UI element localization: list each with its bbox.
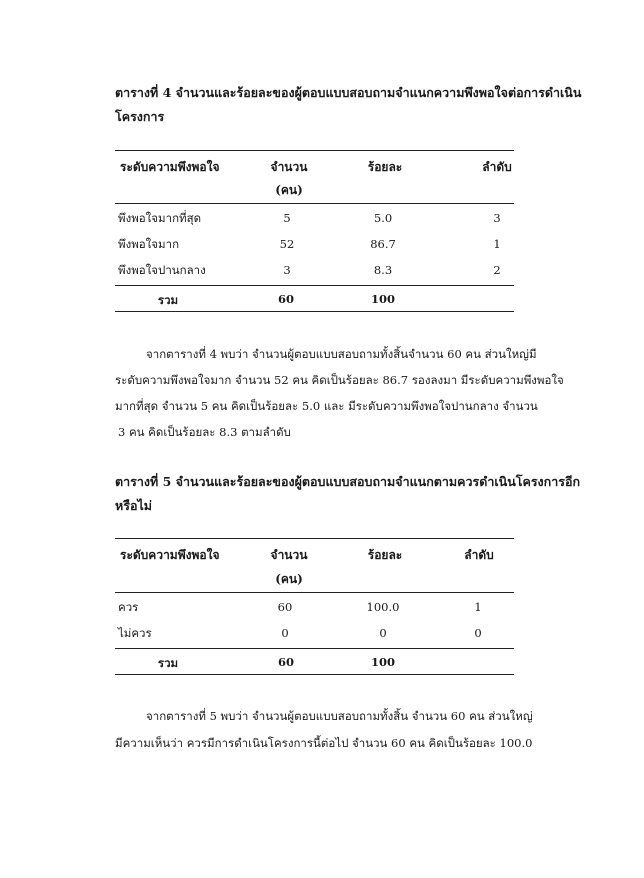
table5-total-rule [115, 648, 514, 649]
table4-row3-count: 3 [283, 263, 291, 277]
table5-total-label: รวม [157, 656, 179, 670]
table5-row2-count: 0 [281, 626, 289, 640]
table5-header-level: ระดับความพึงพอใจ [120, 548, 220, 562]
table4-header-rule [115, 203, 514, 204]
table4-row2-count: 52 [279, 237, 295, 251]
paragraph1-line4: 3 คน คิดเป็นร้อยละ 8.3 ตามลำดับ [118, 425, 291, 439]
paragraph1-line1: จากตารางที่ 4 พบว่า จำนวนผู้ตอบแบบสอบถามทั้งสิ้นจำนวน 60 คน ส่วนใหญ่มี [146, 347, 537, 361]
table4-row2-rank: 1 [493, 237, 501, 251]
table5-row1-rank: 1 [474, 600, 482, 614]
table4-row3-rank: 2 [493, 263, 501, 277]
table4-row3-percent: 8.3 [373, 263, 393, 277]
table5-header-rule [115, 592, 514, 593]
table4-caption-line1: ตารางที่ 4 จำนวนและร้อยละของผู้ตอบแบบสอบถามจำแนกความพึงพอใจต่อการดำเนิน [115, 85, 582, 100]
table4-header-count: จำนวน [270, 160, 308, 174]
table4-caption-line2: โครงการ [115, 109, 165, 124]
table4-row3-label: พึงพอใจปานกลาง [118, 263, 206, 277]
table5-header-rank: ลำดับ [464, 548, 494, 562]
paragraph1-line2: ระดับความพึงพอใจมาก จำนวน 52 คน คิดเป็นร้อยละ 86.7 รองลงมา มีระดับความพึงพอใจ [115, 373, 564, 387]
table5-caption-line1: ตารางที่ 5 จำนวนและร้อยละของผู้ตอบแบบสอบถามจำแนกตามควรดำเนินโครงการอีก [115, 474, 581, 489]
table5-row2-label: ไม่ควร [118, 626, 152, 640]
table4-row2-percent: 86.7 [370, 237, 396, 251]
table5-total-count: 60 [277, 655, 295, 669]
table4-total-percent: 100 [370, 292, 396, 306]
table4-header-count-unit: (คน) [275, 183, 303, 197]
table5-caption-line2: หรือไม่ [115, 498, 152, 513]
table5-row1-percent: 100.0 [366, 600, 400, 614]
table4-total-rule [115, 285, 514, 286]
table5-bottom-rule [115, 674, 514, 675]
table4-header-level: ระดับความพึงพอใจ [120, 160, 220, 174]
table5-total-percent: 100 [370, 655, 396, 669]
paragraph2-line2: มีความเห็นว่า ควรมีการดำเนินโครงการนี้ต่อไป จำนวน 60 คน คิดเป็นร้อยละ 100.0 [115, 736, 533, 750]
table4-header-percent: ร้อยละ [367, 160, 403, 174]
table5-row2-percent: 0 [379, 626, 387, 640]
table4-row1-count: 5 [283, 211, 291, 225]
table5-header-percent: ร้อยละ [367, 548, 403, 562]
table4-row1-label: พึงพอใจมากที่สุด [118, 211, 202, 225]
table5-header-count: จำนวน [270, 548, 308, 562]
table5-row2-rank: 0 [474, 626, 482, 640]
paragraph2-line1: จากตารางที่ 5 พบว่า จำนวนผู้ตอบแบบสอบถามทั้งสิ้น จำนวน 60 คน ส่วนใหญ่ [146, 709, 533, 723]
table4-bottom-rule [115, 311, 514, 312]
table4-row2-label: พึงพอใจมาก [118, 237, 180, 251]
table4-row1-rank: 3 [493, 211, 501, 225]
paragraph1-line3: มากที่สุด จำนวน 5 คน คิดเป็นร้อยละ 5.0 และ มีระดับความพึงพอใจปานกลาง จำนวน [115, 399, 538, 413]
table4-total-label: รวม [157, 293, 179, 307]
table4-header-rank: ลำดับ [482, 160, 512, 174]
table4-row1-percent: 5.0 [373, 211, 393, 225]
table4-total-count: 60 [277, 292, 295, 306]
table5-top-rule [115, 538, 514, 539]
table5-row1-count: 60 [277, 600, 293, 614]
table4-top-rule [115, 150, 514, 151]
table5-header-count-unit: (คน) [275, 572, 303, 586]
table5-row1-label: ควร [118, 600, 139, 614]
